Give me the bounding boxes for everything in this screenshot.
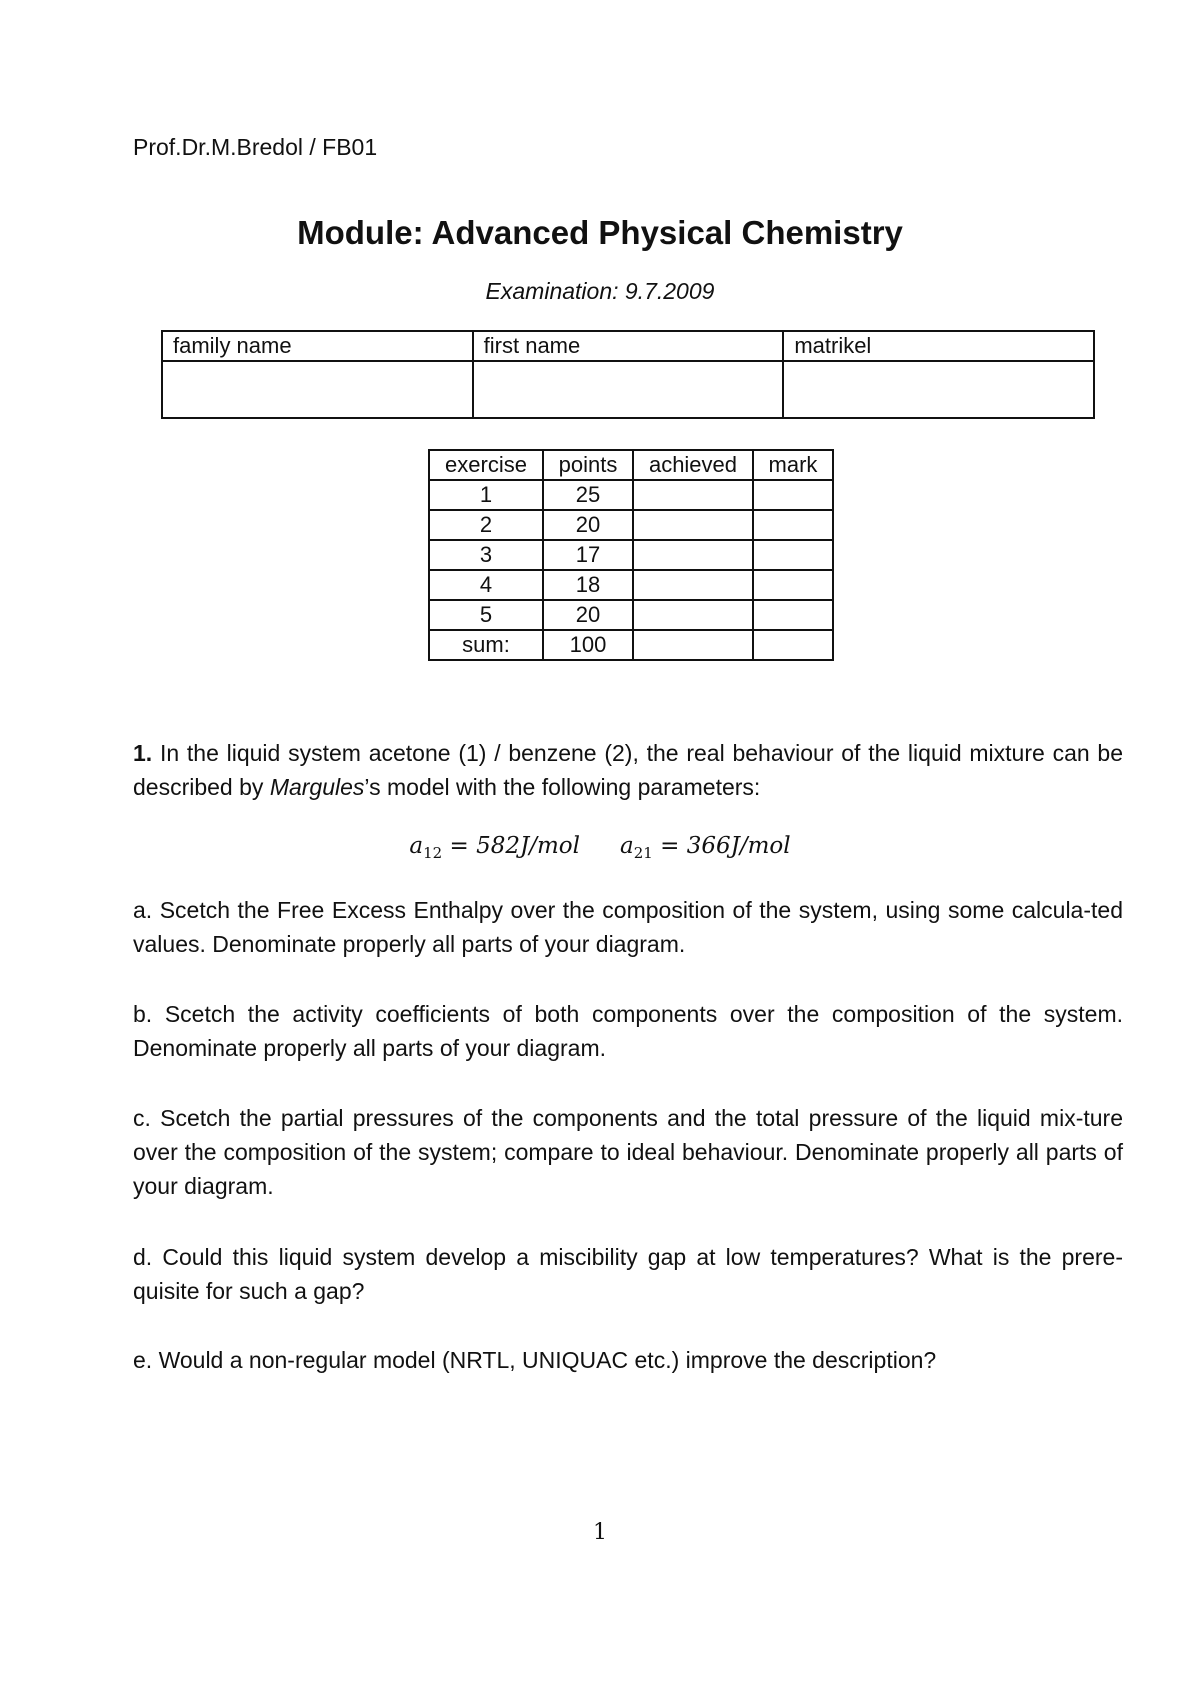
param-a12-subscript: 12 <box>423 844 443 862</box>
exercise-header: exercise <box>429 450 543 480</box>
family-name-header: family name <box>162 331 473 361</box>
sum-points-cell: 100 <box>543 630 633 660</box>
mark-cell[interactable] <box>753 480 833 510</box>
exercise-cell: 4 <box>429 570 543 600</box>
exercise-cell: 5 <box>429 600 543 630</box>
points-cell: 25 <box>543 480 633 510</box>
question-number: 1. <box>133 740 153 766</box>
score-table <box>428 449 834 661</box>
intro-text-a: In the liquid system acetone (1) / benzene (2), the real behaviour of the liquid mixture can be described by <box>133 740 1123 800</box>
param-a21-value: = 366J/mol <box>652 833 791 859</box>
question-part-e: e. Would a non-regular model (NRTL, UNIQUAC etc.) improve the description? <box>133 1347 937 1373</box>
points-cell: 20 <box>543 510 633 540</box>
points-cell: 18 <box>543 570 633 600</box>
mark-cell[interactable] <box>753 510 833 540</box>
table-row <box>429 540 833 570</box>
name-table-entry-row <box>162 361 1094 418</box>
intro-text-b: ’s model with the following parameters: <box>364 774 761 800</box>
achieved-cell[interactable] <box>633 480 753 510</box>
name-table <box>161 330 1095 419</box>
exercise-cell: 2 <box>429 510 543 540</box>
table-row <box>429 600 833 630</box>
question-part-a: a. Scetch the Free Excess Enthalpy over the composition of the system, using some calcula-ted values. Denominate properly all parts of your diagram. <box>133 897 1123 957</box>
page-number: 1 <box>593 1520 607 1545</box>
matrikel-field[interactable] <box>783 361 1094 418</box>
points-cell: 17 <box>543 540 633 570</box>
score-table-header-row <box>429 450 833 480</box>
author-line: Prof.Dr.M.Bredol / FB01 <box>133 134 378 160</box>
points-cell: 20 <box>543 600 633 630</box>
margules-name: Margules <box>269 774 365 800</box>
exam-date: Examination: 9.7.2009 <box>485 278 715 304</box>
first-name-header: first name <box>473 331 784 361</box>
name-table-header-row <box>162 331 1094 361</box>
achieved-cell[interactable] <box>633 600 753 630</box>
achieved-cell[interactable] <box>633 510 753 540</box>
family-name-field[interactable] <box>162 361 473 418</box>
achieved-total-cell[interactable] <box>633 630 753 660</box>
page-title: Module: Advanced Physical Chemistry <box>297 214 903 251</box>
question-part-d: d. Could this liquid system develop a miscibility gap at low temperatures? What is the prere-quisite for such a gap? <box>133 1244 1123 1304</box>
table-row <box>429 480 833 510</box>
points-header: points <box>543 450 633 480</box>
mark-header: mark <box>753 450 833 480</box>
mark-cell[interactable] <box>753 600 833 630</box>
sum-label-cell: sum: <box>429 630 543 660</box>
margules-parameters-formula <box>0 833 1200 862</box>
table-row <box>429 570 833 600</box>
question-1-intro <box>133 736 1123 804</box>
achieved-header: achieved <box>633 450 753 480</box>
mark-cell[interactable] <box>753 570 833 600</box>
exercise-cell: 3 <box>429 540 543 570</box>
mark-total-cell[interactable] <box>753 630 833 660</box>
param-a12-symbol: a <box>409 833 424 859</box>
achieved-cell[interactable] <box>633 540 753 570</box>
sum-row <box>429 630 833 660</box>
param-a21-subscript: 21 <box>633 844 653 862</box>
table-row <box>429 510 833 540</box>
mark-cell[interactable] <box>753 540 833 570</box>
exercise-cell: 1 <box>429 480 543 510</box>
param-a21-symbol: a <box>620 833 634 859</box>
first-name-field[interactable] <box>473 361 784 418</box>
question-part-c: c. Scetch the partial pressures of the components and the total pressure of the liquid mix-ture over the composition of the system; compare to ideal behaviour. Denominate properly all parts of your diagram. <box>133 1105 1123 1199</box>
matrikel-header: matrikel <box>783 331 1094 361</box>
question-part-b: b. Scetch the activity coefficients of both components over the composition of the system. Denominate properly all parts of your diagram. <box>133 1001 1123 1061</box>
param-a12-value: = 582J/mol <box>442 833 580 859</box>
achieved-cell[interactable] <box>633 570 753 600</box>
